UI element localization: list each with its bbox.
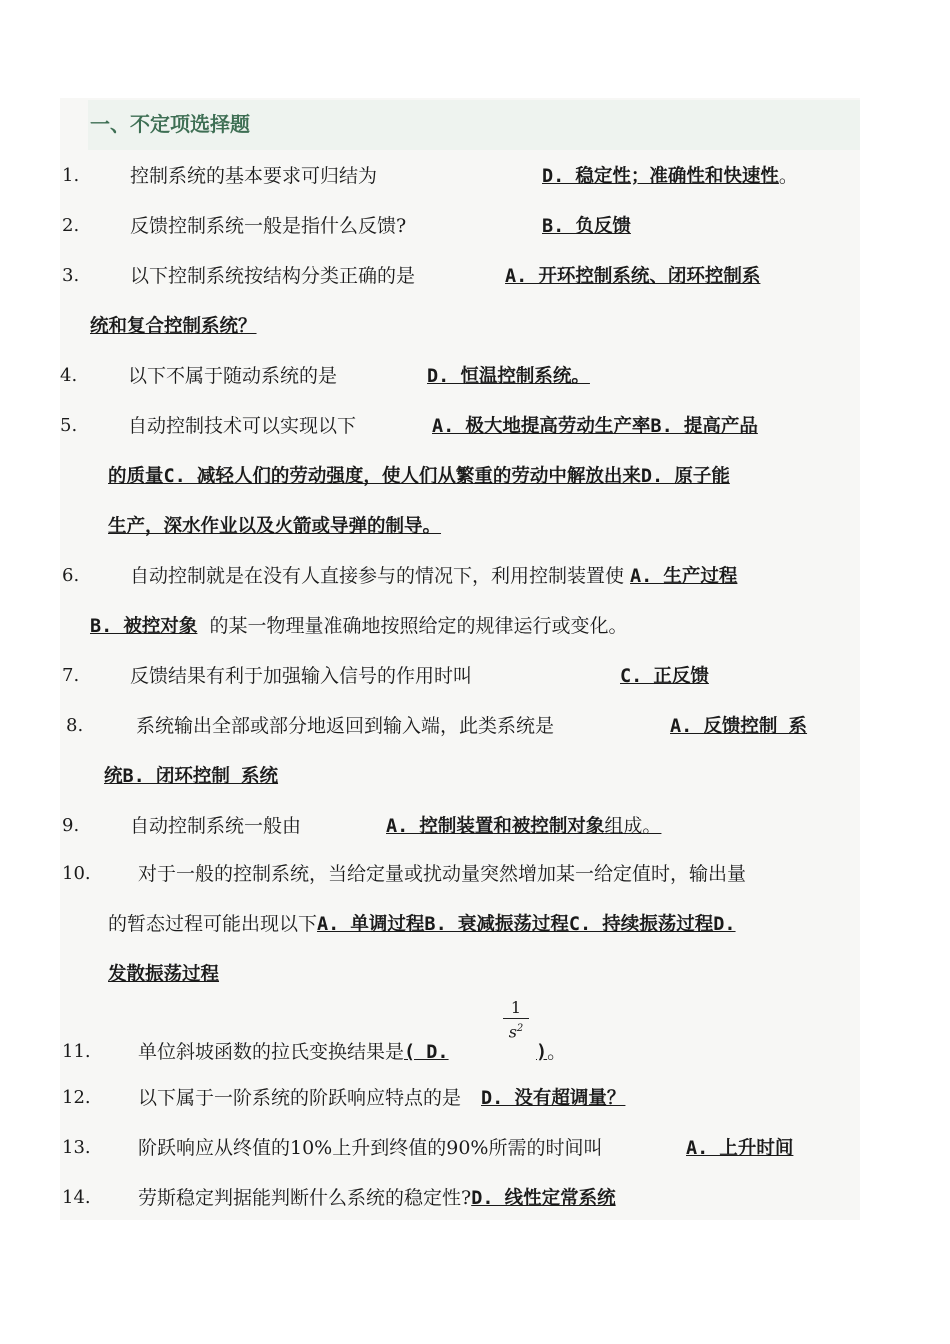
answer-text: B. 负反馈 (542, 216, 631, 237)
answer-text: A. 生产过程 (630, 566, 738, 587)
question-text: 的暂态过程可能出现以下 (108, 913, 318, 935)
answer-text: 的质量C. 减轻人们的劳动强度，使人们从繁重的劳动中解放出来D. 原子能 (108, 466, 730, 487)
answer-11-close (536, 1040, 566, 1065)
question-text: 阶跃响应从终值的10%上升到终值的90%所需的时间叫 (138, 1137, 603, 1159)
item-number: 7. (62, 665, 80, 686)
question-12 (138, 1086, 625, 1111)
answer-8 (670, 714, 807, 739)
fraction-one-over-s-squared (503, 998, 529, 1042)
answer-text: A. 单调过程B. 衰减振荡过程C. 持续振荡过程D. (317, 914, 736, 935)
item-number: 6. (62, 565, 80, 586)
question-text: 反馈结果有利于加强输入信号的作用时叫 (130, 665, 473, 687)
answer-tail: 。 (547, 1041, 567, 1063)
answer-13 (686, 1136, 793, 1161)
answer-10-cont (108, 962, 219, 987)
answer-5-cont (108, 464, 730, 489)
answer-text: 生产，深水作业以及火箭或导弹的制导。 (108, 516, 442, 537)
item-number: 9. (62, 815, 80, 836)
item-number: 13. (62, 1137, 91, 1158)
answer-6-cont (90, 614, 628, 639)
item-number: 11. (62, 1041, 91, 1062)
question-text: 以下不属于随动系统的是 (128, 365, 338, 387)
answer-text: A. 控制装置和被控制对象 (386, 816, 605, 837)
answer-text: D. 稳定性；准确性和快速性 (542, 166, 779, 187)
question-text: 自动控制技术可以实现以下 (128, 415, 357, 437)
question-13 (138, 1136, 602, 1160)
question-text: 以下控制系统按结构分类正确的是 (130, 265, 416, 287)
answer-text: A. 反馈控制 系 (670, 716, 808, 737)
question-4 (128, 364, 590, 389)
question-text: 劳斯稳定判据能判断什么系统的稳定性? (138, 1187, 472, 1209)
item-number: 14. (62, 1187, 91, 1208)
question-text: 反馈控制系统一般是指什么反馈? (130, 215, 407, 237)
item-number: 5. (60, 415, 78, 436)
answer-2 (542, 214, 631, 239)
question-2 (130, 214, 406, 238)
answer-1 (542, 164, 798, 189)
answer-text: D. 没有超调量？ (481, 1088, 626, 1109)
question-3 (130, 264, 760, 289)
answer-text: 统B. 闭环控制 系统 (104, 766, 279, 787)
question-14 (138, 1186, 616, 1211)
answer-text: B. 被控对象 (90, 616, 198, 637)
answer-text: A. 上升时间 (686, 1138, 794, 1159)
item-number: 4. (60, 365, 78, 386)
question-text: 以下属于一阶系统的阶跃响应特点的是 (138, 1087, 462, 1109)
answer-text: D. 线性定常系统 (471, 1188, 616, 1209)
section-title: 一、不定项选择题 (90, 112, 250, 136)
question-text: 自动控制系统一般由 (130, 815, 302, 837)
answer-text: A. 极大地提高劳动生产率B. 提高产品 (432, 416, 758, 437)
item-number: 3. (62, 265, 80, 286)
question-text: 对于一般的控制系统，当给定量或扰动量突然增加某一给定值时，输出量 (138, 863, 747, 885)
item-number: 8. (66, 715, 84, 736)
question-8 (136, 714, 554, 738)
question-tail: 的某一物理量准确地按照给定的规律运行或变化。 (209, 615, 628, 637)
item-number: 12. (62, 1087, 91, 1108)
question-11 (138, 1040, 449, 1065)
answer-text: 发散振荡过程 (108, 964, 220, 985)
answer-9 (386, 814, 661, 839)
question-1 (130, 164, 377, 188)
item-number: 2. (62, 215, 80, 236)
answer-8-cont (104, 764, 278, 789)
answer-text: C. 正反馈 (620, 666, 709, 687)
fraction-numerator: 1 (503, 998, 529, 1019)
answer-tail: 组成。 (604, 815, 662, 837)
fraction-denominator: $s^2$ (508, 1022, 524, 1042)
question-9 (130, 814, 301, 838)
question-text: 自动控制就是在没有人直接参与的情况下，利用控制装置使 (130, 565, 625, 587)
answer-5-cont2 (108, 514, 441, 539)
item-number: 1. (62, 165, 80, 186)
question-5 (128, 414, 758, 439)
answer-text: A. 开环控制系统、闭环控制系 (505, 266, 761, 287)
question-text: 控制系统的基本要求可归结为 (130, 165, 378, 187)
question-6 (130, 564, 737, 589)
answer-prefix: ( D. (404, 1042, 449, 1063)
answer-text: 统和复合控制系统？ (90, 316, 257, 337)
answer-tail: 。 (778, 165, 798, 187)
answer-3-cont (90, 314, 257, 339)
answer-text: D. 恒温控制系统。 (427, 366, 590, 387)
item-number: 10. (62, 863, 91, 884)
question-text: 系统输出全部或部分地返回到输入端，此类系统是 (136, 715, 555, 737)
question-10-cont (108, 912, 736, 937)
answer-suffix: ) (536, 1042, 548, 1063)
question-7 (130, 664, 472, 688)
question-10 (138, 862, 746, 886)
answer-7 (620, 664, 709, 689)
question-text: 单位斜坡函数的拉氏变换结果是 (138, 1041, 405, 1063)
